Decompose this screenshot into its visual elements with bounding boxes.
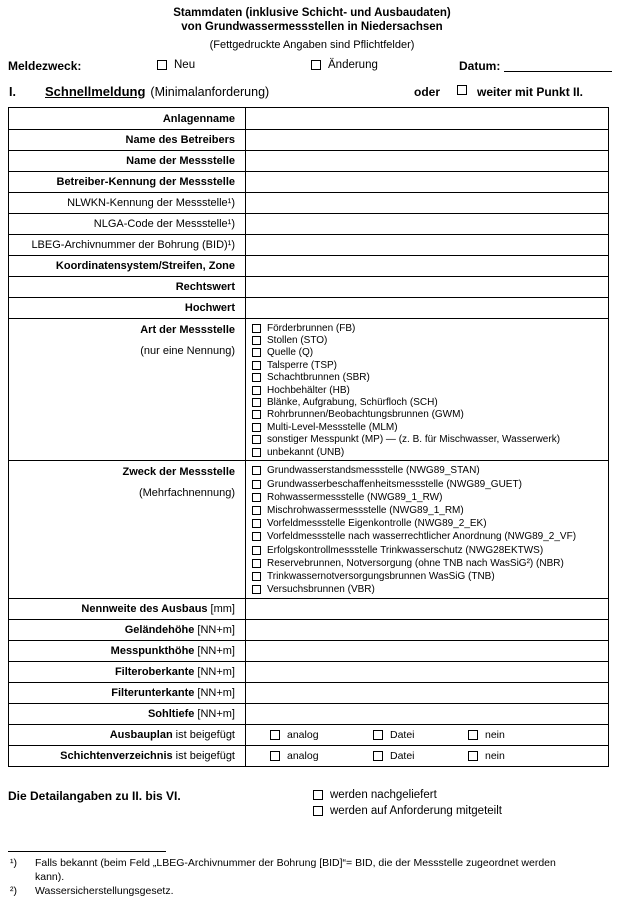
- name-messstelle-input-cell[interactable]: [246, 151, 608, 171]
- art-option: [252, 421, 608, 433]
- zweck-option-checkbox[interactable]: [252, 532, 261, 541]
- zweck-option-label: Trinkwassernotversorgungsbrunnen WasSiG (TNB): [267, 570, 495, 582]
- zweck-option-label: Versuchsbrunnen (VBR): [267, 584, 375, 596]
- art-option-checkbox[interactable]: [252, 398, 261, 407]
- row-label: Hochwert: [9, 298, 246, 318]
- nlga-code-input-cell[interactable]: [246, 214, 608, 234]
- zweck-option: [252, 477, 608, 490]
- sohltiefe-input-cell[interactable]: [246, 704, 608, 724]
- row-betreiber-kennung: [9, 171, 608, 192]
- footnote-1: [8, 857, 580, 884]
- row-schichtenverzeichnis: [9, 745, 608, 766]
- row-filteroberkante: [9, 661, 608, 682]
- zweck-option-label: Reservebrunnen, Notversorgung (ohne TNB nach WasSiG²) (NBR): [267, 557, 564, 569]
- row-label-unit: [NN+m]: [197, 708, 235, 721]
- row-label-main: Filteroberkante: [114, 666, 195, 679]
- ausbauplan-datei-option: [373, 729, 468, 741]
- art-option: [252, 359, 608, 371]
- zweck-option-label: Rohwassermessstelle (NWG89_1_RW): [267, 491, 443, 503]
- footnote-2-text: Wassersicherstellungsgesetz.: [35, 885, 174, 897]
- row-label-suffix: ist beigefügt: [175, 729, 235, 742]
- zweck-option-checkbox[interactable]: [252, 480, 261, 489]
- footnote-1-text: Falls bekannt (beim Feld „LBEG-Archivnummer der Bohrung [BID]“= BID, die der Messstelle zugeordnet werden kann).: [35, 857, 556, 883]
- row-name-messstelle: [9, 150, 608, 171]
- weiter-label: weiter mit Punkt II.: [477, 85, 584, 99]
- nennweite-input-cell[interactable]: [246, 599, 608, 619]
- name-betreiber-input-cell[interactable]: [246, 130, 608, 150]
- schichtenverzeichnis-analog-checkbox[interactable]: [270, 751, 280, 761]
- footnote-2: [8, 885, 580, 899]
- art-option: [252, 384, 608, 396]
- row-label-main: Messpunkthöhe: [110, 645, 195, 658]
- zweck-option-checkbox[interactable]: [252, 519, 261, 528]
- row-rechtswert: [9, 276, 608, 297]
- anlagenname-input-cell[interactable]: [246, 108, 608, 129]
- row-nlwkn-kennung: [9, 192, 608, 213]
- art-option-checkbox[interactable]: [252, 336, 261, 345]
- zweck-option-checkbox[interactable]: [252, 559, 261, 568]
- detail-info-label: Die Detailangaben zu II. bis VI.: [8, 789, 181, 803]
- art-option-label: Stollen (STO): [267, 335, 328, 347]
- schichtenverzeichnis-datei-checkbox[interactable]: [373, 751, 383, 761]
- anforderung-checkbox[interactable]: [313, 806, 323, 816]
- art-option-checkbox[interactable]: [252, 423, 261, 432]
- art-option: [252, 347, 608, 359]
- form-title-line1: Stammdaten (inklusive Schicht- und Ausbaudaten): [173, 7, 451, 19]
- aenderung-option: [311, 59, 378, 71]
- art-option-checkbox[interactable]: [252, 386, 261, 395]
- row-label: Koordinatensystem/Streifen, Zone: [9, 256, 246, 276]
- art-label: Art der Messstelle: [140, 324, 235, 336]
- meldezweck-label: Meldezweck:: [8, 59, 82, 73]
- zweck-option: [252, 464, 608, 477]
- schichtenverzeichnis-nein-option: [468, 750, 505, 762]
- row-gelaendehoehe: [9, 619, 608, 640]
- art-sublabel: (nur eine Nennung): [140, 345, 235, 357]
- art-option: [252, 396, 608, 408]
- art-option: [252, 372, 608, 384]
- row-label-unit: [NN+m]: [197, 687, 235, 700]
- art-label-cell: [9, 319, 246, 460]
- row-label-main: Ausbauplan: [109, 729, 173, 742]
- zweck-option-label: Mischrohwassermessstelle (NWG89_1_RM): [267, 504, 464, 516]
- row-label: [9, 746, 246, 766]
- art-option-label: Talsperre (TSP): [267, 359, 338, 371]
- footnote-2-marker: ²): [10, 885, 17, 897]
- lbeg-archivnummer-input-cell[interactable]: [246, 235, 608, 255]
- row-label-main: Schichtenverzeichnis: [60, 750, 173, 763]
- row-label-main: Nennweite des Ausbaus: [81, 603, 208, 616]
- row-label: NLGA-Code der Messstelle¹): [9, 214, 246, 234]
- aenderung-label: Änderung: [328, 59, 378, 71]
- neu-label: Neu: [174, 59, 196, 71]
- row-anlagenname: [9, 108, 608, 129]
- ausbauplan-analog-checkbox[interactable]: [270, 730, 280, 740]
- art-option-checkbox[interactable]: [252, 348, 261, 357]
- betreiber-kennung-input-cell[interactable]: [246, 172, 608, 192]
- master-data-table: [8, 107, 609, 767]
- row-label: Name des Betreibers: [9, 130, 246, 150]
- section-1-heading: [0, 84, 624, 102]
- art-option-checkbox[interactable]: [252, 361, 261, 370]
- zweck-option-checkbox[interactable]: [252, 585, 261, 594]
- row-label-suffix: ist beigefügt: [175, 750, 235, 763]
- art-option-label: Förderbrunnen (FB): [267, 322, 356, 334]
- row-label: Name der Messstelle: [9, 151, 246, 171]
- row-zweck-der-messstelle: [9, 460, 608, 598]
- zweck-option-checkbox[interactable]: [252, 493, 261, 502]
- schichtenverzeichnis-options: [246, 746, 608, 766]
- row-label: [9, 725, 246, 745]
- datum-label: Datum:: [459, 59, 501, 73]
- detail-info-options: [313, 787, 502, 819]
- row-sohltiefe: [9, 703, 608, 724]
- filterunterkante-input-cell[interactable]: [246, 683, 608, 703]
- weiter-checkbox[interactable]: [457, 85, 467, 95]
- filteroberkante-input-cell[interactable]: [246, 662, 608, 682]
- hochwert-input-cell[interactable]: [246, 298, 608, 318]
- art-option-label: Schachtbrunnen (SBR): [267, 372, 370, 384]
- row-lbeg-archivnummer: [9, 234, 608, 255]
- art-option: [252, 334, 608, 346]
- schichtenverzeichnis-datei-option: [373, 750, 468, 762]
- art-options: [246, 319, 608, 460]
- row-label: Rechtswert: [9, 277, 246, 297]
- row-label: Betreiber-Kennung der Messstelle: [9, 172, 246, 192]
- option-label: nein: [485, 750, 505, 763]
- option-label: Datei: [390, 729, 415, 742]
- art-option-checkbox[interactable]: [252, 448, 261, 457]
- aenderung-checkbox[interactable]: [311, 60, 321, 70]
- row-label-unit: [NN+m]: [197, 645, 235, 658]
- row-label-unit: [NN+m]: [197, 666, 235, 679]
- row-nlga-code: [9, 213, 608, 234]
- ausbauplan-analog-option: [270, 729, 373, 741]
- zweck-option-label: Vorfeldmessstelle nach wasserrechtlicher Anordnung (NWG89_2_VF): [267, 531, 577, 543]
- art-option-label: Blänke, Aufgrabung, Schürfloch (SCH): [267, 397, 438, 409]
- zweck-option-label: Grundwasserbeschaffenheitsmessstelle (NWG89_GUET): [267, 478, 522, 490]
- zweck-sublabel: (Mehrfachnennung): [138, 487, 235, 500]
- ausbauplan-datei-checkbox[interactable]: [373, 730, 383, 740]
- zweck-option-checkbox[interactable]: [252, 506, 261, 515]
- gelaendehoehe-input-cell[interactable]: [246, 620, 608, 640]
- detail-option: [313, 803, 502, 819]
- section-title-group: [45, 84, 269, 99]
- section-title: Schnellmeldung: [45, 84, 146, 99]
- option-label: nein: [485, 729, 505, 742]
- zweck-option-checkbox[interactable]: [252, 546, 261, 555]
- oder-label: oder: [414, 85, 441, 99]
- row-label: [9, 641, 246, 661]
- zweck-option: [252, 491, 608, 504]
- row-hochwert: [9, 297, 608, 318]
- option-label: analog: [287, 729, 319, 742]
- rechtswert-input-cell[interactable]: [246, 277, 608, 297]
- art-option-checkbox[interactable]: [252, 435, 261, 444]
- row-label-main: Filterunterkante: [111, 687, 195, 700]
- row-ausbauplan: [9, 724, 608, 745]
- zweck-label-cell: [9, 461, 246, 598]
- option-label: analog: [287, 750, 319, 763]
- art-option-label: Hochbehälter (HB): [267, 384, 350, 396]
- row-label-unit: [mm]: [210, 603, 235, 616]
- row-label: [9, 620, 246, 640]
- schichtenverzeichnis-nein-checkbox[interactable]: [468, 751, 478, 761]
- row-name-betreiber: [9, 129, 608, 150]
- nlwkn-kennung-input-cell[interactable]: [246, 193, 608, 213]
- row-label: LBEG-Archivnummer der Bohrung (BID)¹): [9, 235, 246, 255]
- zweck-option: [252, 557, 608, 570]
- zweck-option: [252, 517, 608, 530]
- ausbauplan-options: [246, 725, 608, 745]
- ausbauplan-nein-option: [468, 729, 505, 741]
- neu-option: [157, 59, 195, 71]
- zweck-option: [252, 530, 608, 543]
- zweck-option-label: Erfolgskontrollmessstelle Trinkwasserschutz (NWG28EKTWS): [267, 544, 544, 556]
- section-subtitle: (Minimalanforderung): [150, 85, 270, 99]
- art-option: [252, 322, 608, 334]
- zweck-options: [246, 461, 608, 598]
- art-option-label: Rohrbrunnen/Beobachtungsbrunnen (GWM): [267, 409, 464, 421]
- row-label-main: Geländehöhe: [124, 624, 195, 637]
- row-nennweite: [9, 598, 608, 619]
- row-label: [9, 662, 246, 682]
- art-option-label: Multi-Level-Messstelle (MLM): [267, 421, 398, 433]
- zweck-option-checkbox[interactable]: [252, 466, 261, 475]
- art-option-checkbox[interactable]: [252, 410, 261, 419]
- zweck-option: [252, 543, 608, 556]
- zweck-option-label: Vorfeldmessstelle Eigenkontrolle (NWG89_2_EK): [267, 518, 487, 530]
- nachgeliefert-checkbox[interactable]: [313, 790, 323, 800]
- detail-option-label: werden auf Anforderung mitgeteilt: [330, 805, 502, 817]
- row-label: Anlagenname: [9, 108, 246, 129]
- neu-checkbox[interactable]: [157, 60, 167, 70]
- detail-option-label: werden nachgeliefert: [330, 789, 437, 801]
- footnote-1-marker: ¹): [10, 857, 17, 869]
- art-option-checkbox[interactable]: [252, 373, 261, 382]
- zweck-option: [252, 570, 608, 583]
- koordinatensystem-input-cell[interactable]: [246, 256, 608, 276]
- schichtenverzeichnis-analog-option: [270, 750, 373, 762]
- zweck-option: [252, 583, 608, 596]
- row-label: NLWKN-Kennung der Messstelle¹): [9, 193, 246, 213]
- row-label-unit: [NN+m]: [197, 624, 235, 637]
- zweck-option-checkbox[interactable]: [252, 572, 261, 581]
- art-option: [252, 434, 608, 446]
- zweck-label: Zweck der Messstelle: [122, 466, 235, 479]
- row-messpunkthoehe: [9, 640, 608, 661]
- datum-input-line[interactable]: [504, 56, 612, 72]
- row-label-main: Sohltiefe: [147, 708, 195, 721]
- zweck-option: [252, 504, 608, 517]
- row-label: [9, 599, 246, 619]
- section-numeral: I.: [9, 85, 16, 99]
- meldezweck-row: [0, 58, 624, 76]
- row-art-der-messstelle: [9, 318, 608, 460]
- form-title-line2: von Grundwassermessstellen in Niedersachsen: [181, 21, 443, 33]
- option-label: Datei: [390, 750, 415, 763]
- mandatory-fields-note: (Fettgedruckte Angaben sind Pflichtfelder): [209, 39, 415, 51]
- row-label: [9, 683, 246, 703]
- row-koordinatensystem: [9, 255, 608, 276]
- art-option: [252, 446, 608, 458]
- row-label: [9, 704, 246, 724]
- detail-option: [313, 787, 502, 803]
- art-option-label: unbekannt (UNB): [267, 446, 345, 458]
- ausbauplan-nein-checkbox[interactable]: [468, 730, 478, 740]
- messpunkthoehe-input-cell[interactable]: [246, 641, 608, 661]
- art-option-label: sonstiger Messpunkt (MP) — (z. B. für Mischwasser, Wasserwerk): [267, 434, 561, 446]
- art-option-label: Quelle (Q): [267, 347, 314, 359]
- footnote-separator: [8, 851, 166, 852]
- art-option-checkbox[interactable]: [252, 324, 261, 333]
- row-filterunterkante: [9, 682, 608, 703]
- zweck-option-label: Grundwasserstandsmessstelle (NWG89_STAN): [267, 465, 480, 477]
- art-option: [252, 409, 608, 421]
